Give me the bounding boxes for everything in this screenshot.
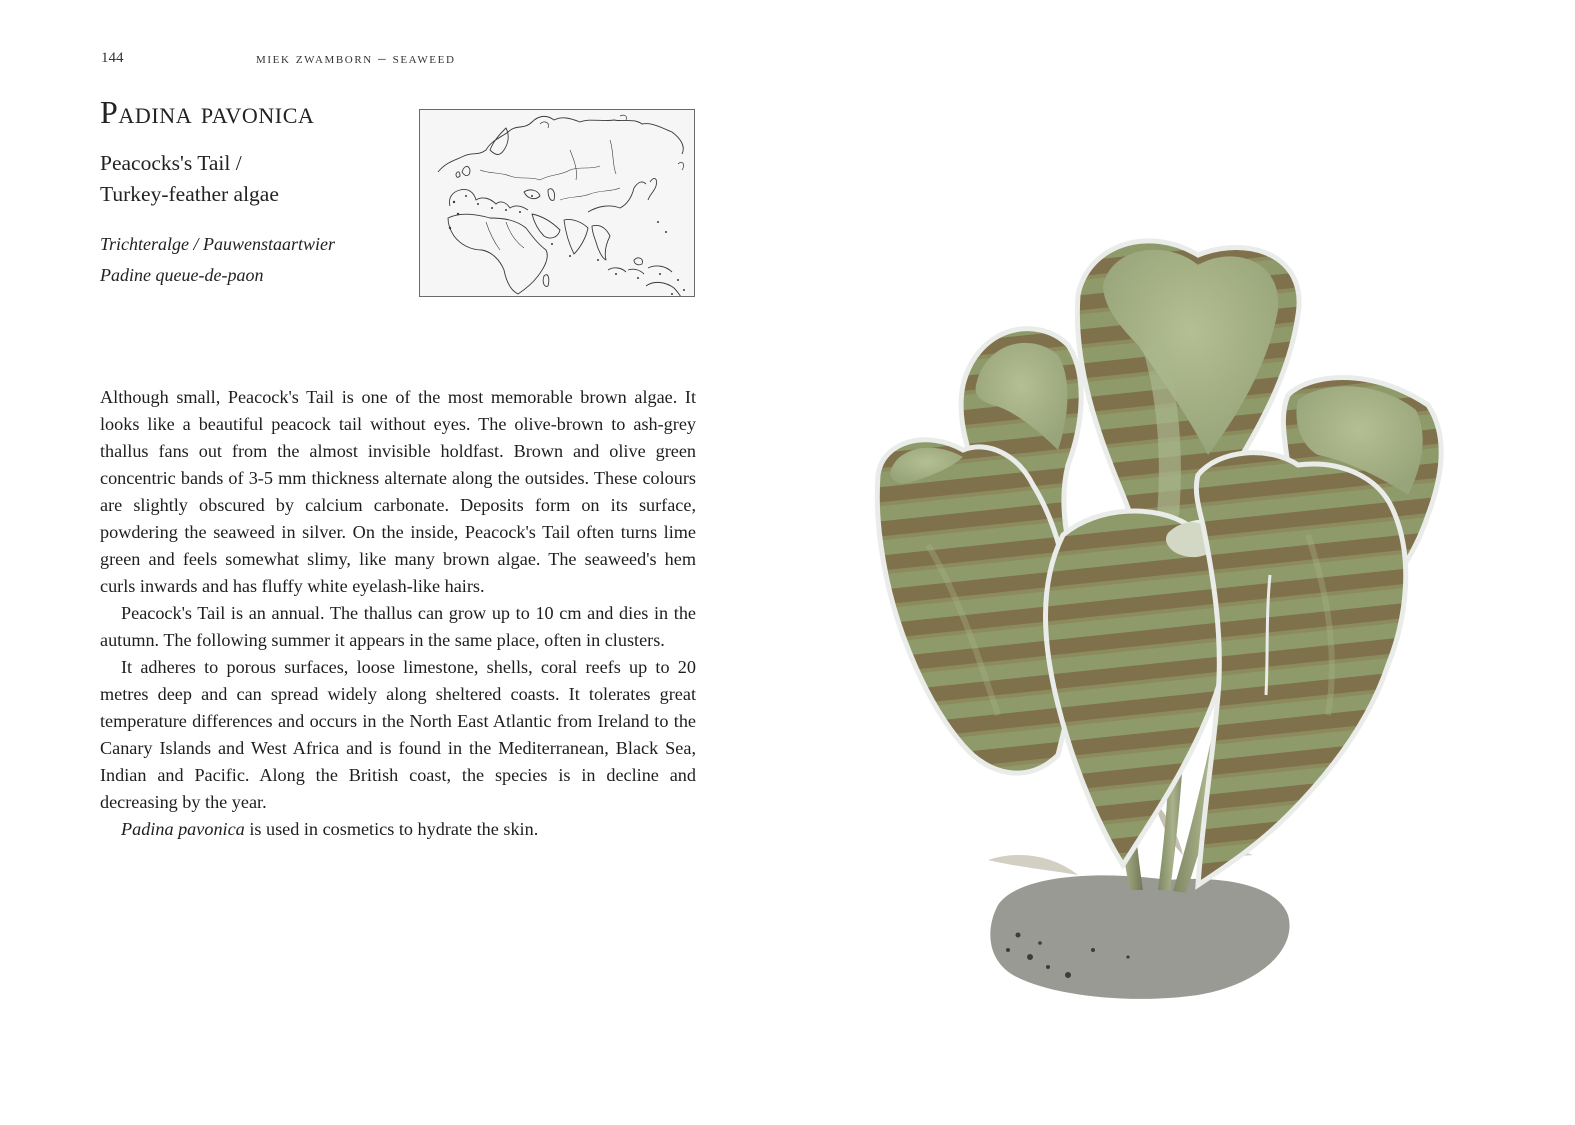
seaweed-illustration	[868, 215, 1448, 1005]
running-head: miek zwamborn – seaweed	[256, 51, 456, 67]
species-title: Padina pavonica	[100, 94, 315, 130]
body-paragraph: Peacock's Tail is an annual. The thallus can grow up to 10 cm and dies in the autumn. The following summer it appears in the same place, often in clusters.	[100, 603, 696, 650]
body-paragraph-rest: is used in cosmetics to hydrate the skin.	[244, 819, 539, 839]
page-number: 144	[101, 50, 124, 66]
article-body	[100, 384, 696, 843]
body-paragraph	[100, 816, 696, 843]
padina-pavonica-watercolor	[868, 215, 1448, 1005]
body-paragraph: It adheres to porous surfaces, loose limestone, shells, coral reefs up to 20 metres deep and can spread widely along sheltered coasts. It tolerates great temperature differences and occurs in the North East Atlantic from Ireland to the Canary Islands and West Africa and is found in the Mediterranean, Black Sea, Indian and Pacific. Along the British coast, the species is in decline and decreasing by the year.	[100, 657, 696, 812]
foreign-names	[100, 229, 335, 291]
distribution-map	[419, 109, 695, 297]
common-names	[100, 148, 279, 210]
species-name-italic: Padina pavonica	[121, 819, 245, 839]
common-name: Peacocks's Tail /	[100, 151, 242, 175]
common-name: Turkey-feather algae	[100, 182, 279, 206]
body-paragraph: Although small, Peacock's Tail is one of the most memorable brown algae. It looks like a beautiful peacock tail without eyes. The olive-brown to ash-grey thallus fans out from the almost invisible holdfast. Brown and olive green concentric bands of 3-5 mm thickness alternate along the outsides. These colours are slightly obscured by calcium carbonate. Deposits form on its surface, powdering the seaweed in silver. On the inside, Peacock's Tail often turns lime green and feels somewhat slimy, like many brown algae. The seaweed's hem curls inwards and has fluffy white eyelash-like hairs.	[100, 387, 696, 596]
world-map-outline	[420, 110, 695, 297]
foreign-name: Trichteralge / Pauwenstaartwier	[100, 234, 336, 254]
foreign-name: Padine queue-de-paon	[100, 265, 264, 285]
